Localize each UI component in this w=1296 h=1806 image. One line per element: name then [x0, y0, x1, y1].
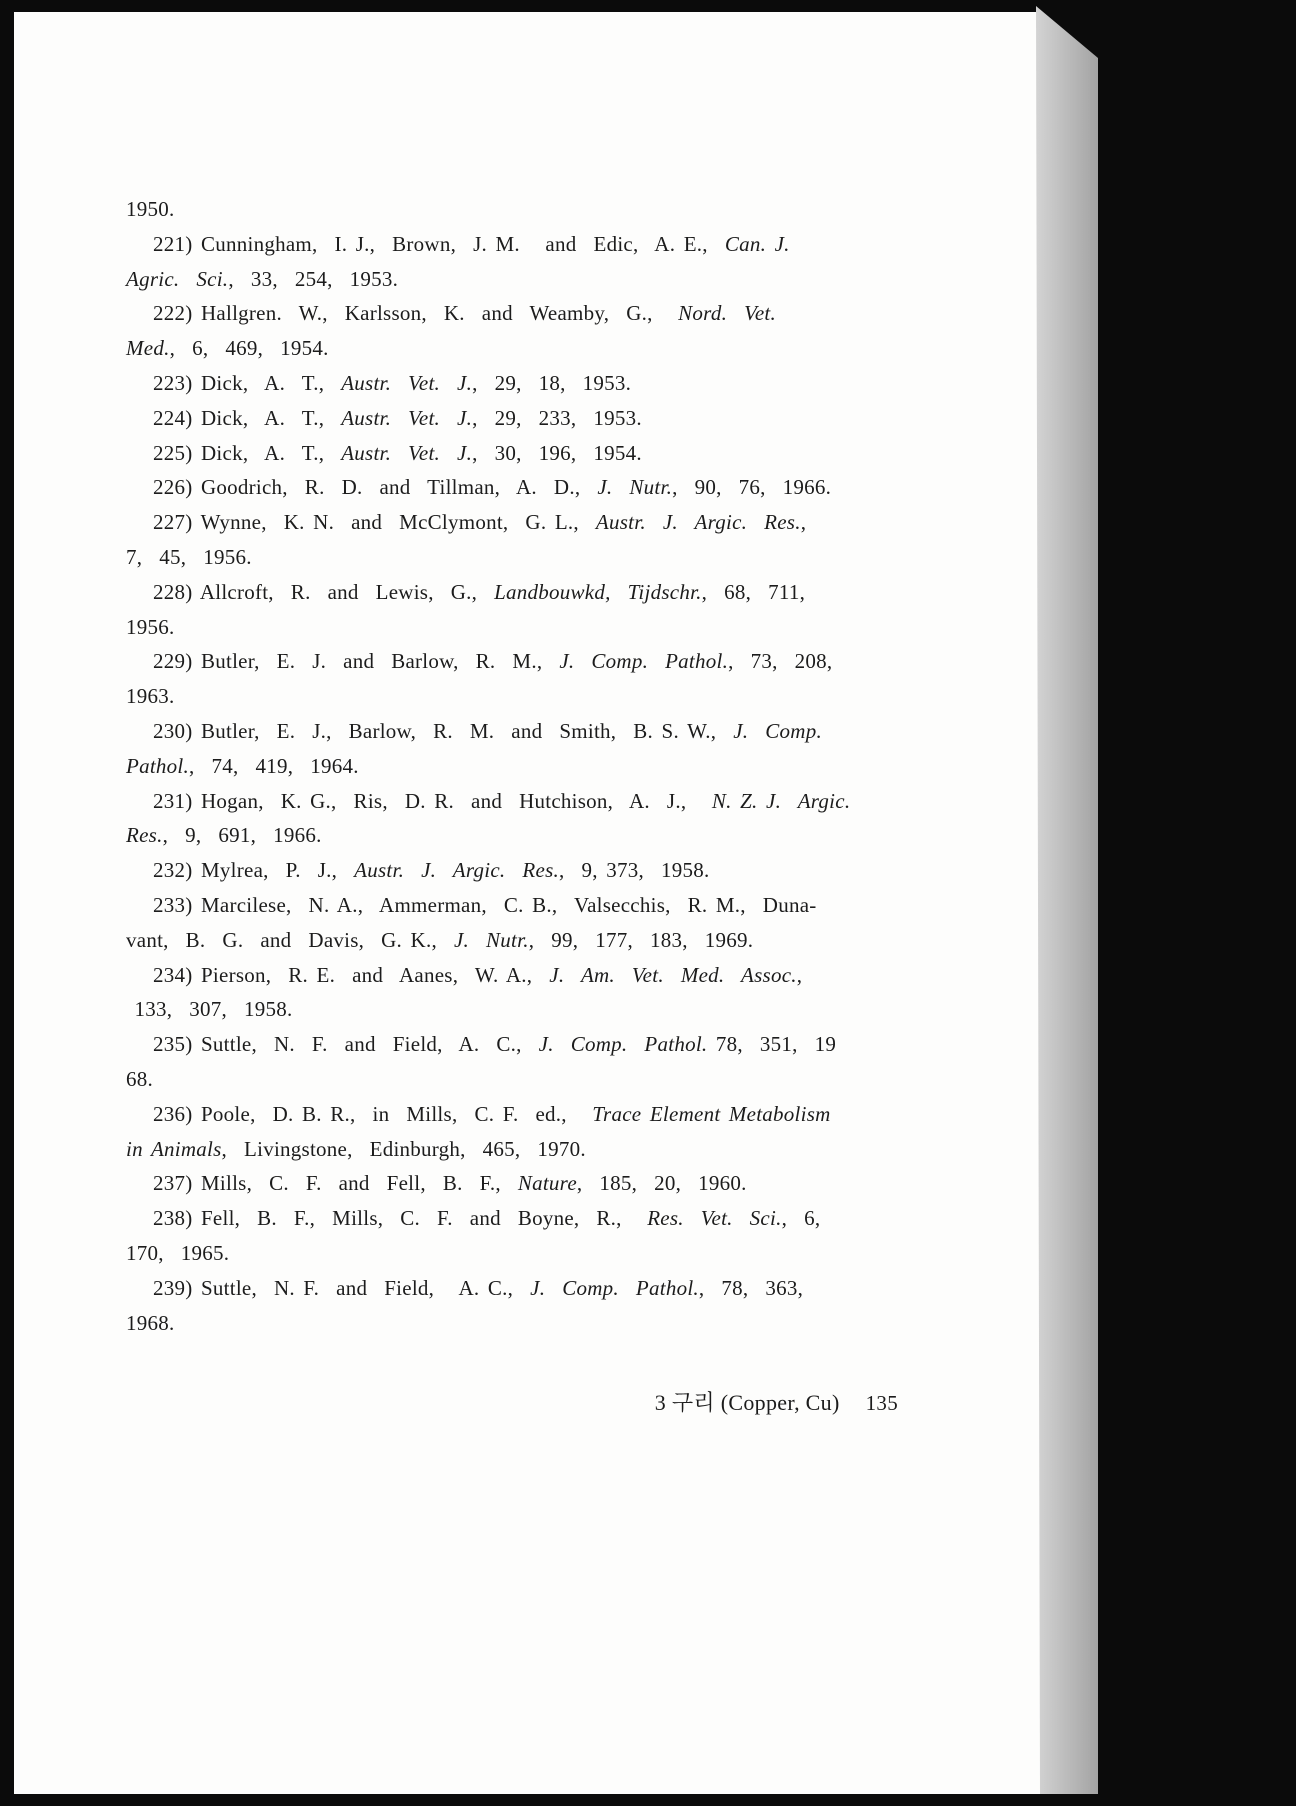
journal-title-text: Pathol.	[126, 753, 189, 778]
reference-text: 78, 351, 19	[707, 1032, 837, 1057]
reference-line	[126, 714, 906, 749]
reference-line	[126, 505, 906, 540]
reference-text: ,	[796, 962, 803, 987]
reference-line	[126, 1271, 906, 1306]
journal-title-text: Can. J.	[724, 231, 790, 256]
reference-text: 239) Suttle, N. F. and Field, A. C.,	[153, 1275, 531, 1300]
journal-title-text: Austr. J. Argic. Res.	[354, 858, 559, 883]
reference-text: , Livingstone, Edinburgh, 465, 1970.	[221, 1136, 586, 1161]
journal-title-text: Res. Vet. Sci.	[647, 1206, 782, 1231]
reference-line	[126, 575, 906, 610]
chapter-label: 3 구리 (Copper, Cu)	[654, 1390, 840, 1415]
journal-title-text: in Animals	[126, 1136, 222, 1161]
reference-text: , 6, 469, 1954.	[169, 336, 329, 361]
reference-text: 229) Butler, E. J. and Barlow, R. M.,	[153, 649, 560, 674]
reference-text: , 90, 76, 1966.	[672, 475, 832, 500]
reference-line	[126, 470, 906, 505]
reference-line	[126, 853, 906, 888]
page-number: 135	[865, 1391, 898, 1415]
reference-line	[126, 888, 906, 923]
journal-title-text: J. Nutr.	[597, 475, 673, 500]
reference-text: 230) Butler, E. J., Barlow, R. M. and Smith, B. S. W.,	[153, 718, 734, 743]
journal-title-text: Med.	[126, 336, 170, 361]
reference-text: 133, 307, 1958.	[126, 997, 293, 1022]
reference-text: vant, B. G. and Davis, G. K.,	[126, 927, 454, 952]
journal-title-text: Res.	[126, 823, 163, 848]
book-page-edge	[1030, 0, 1110, 1806]
reference-text: , 6,	[781, 1206, 821, 1231]
reference-line	[126, 262, 906, 297]
reference-line	[126, 296, 906, 331]
reference-line	[126, 818, 906, 853]
reference-line	[126, 192, 906, 227]
journal-title-text: Austr. Vet. J.	[341, 370, 473, 395]
reference-text: 233) Marcilese, N. A., Ammerman, C. B., Valsecchis, R. M., Duna-	[153, 892, 817, 917]
reference-line	[126, 784, 906, 819]
reference-text: 222) Hallgren. W., Karlsson, K. and Weamby, G.,	[153, 301, 679, 326]
reference-line	[126, 992, 906, 1027]
reference-text: 170, 1965.	[126, 1240, 230, 1265]
reference-text: 227) Wynne, K. N. and McClymont, G. L.,	[153, 510, 596, 535]
reference-line	[126, 331, 906, 366]
reference-line	[126, 644, 906, 679]
reference-text: 231) Hogan, K. G., Ris, D. R. and Hutchison, A. J.,	[153, 788, 712, 813]
journal-title-text: Nord. Vet.	[678, 301, 776, 326]
reference-line	[126, 610, 906, 645]
reference-text: , 9, 691, 1966.	[162, 823, 322, 848]
reference-line	[126, 749, 906, 784]
reference-text: , 9, 373, 1958.	[559, 858, 710, 883]
reference-text: , 185, 20, 1960.	[576, 1171, 747, 1196]
journal-title-text: Austr. J. Argic. Res.	[595, 510, 801, 535]
journal-title-text: Austr. Vet. J.	[341, 440, 473, 465]
reference-text: 221) Cunningham, I. J., Brown, J. M. and Edic, A. E.,	[153, 231, 725, 256]
reference-line	[126, 366, 906, 401]
reference-text: 1963.	[126, 684, 175, 709]
reference-text: , 29, 233, 1953.	[472, 405, 642, 430]
reference-line	[126, 679, 906, 714]
reference-text: 1968.	[126, 1310, 175, 1335]
journal-title-text: Trace Element Metabolism	[592, 1101, 831, 1126]
page-footer	[126, 1360, 898, 1443]
reference-text: 237) Mills, C. F. and Fell, B. F.,	[153, 1171, 518, 1196]
journal-title-text: Landbouwkd, Tijdschr.	[494, 579, 702, 604]
reference-text: 68.	[126, 1066, 153, 1091]
reference-line	[126, 958, 906, 993]
reference-text: , 29, 18, 1953.	[472, 370, 632, 395]
reference-line	[126, 1306, 906, 1341]
reference-text: 232) Mylrea, P. J.,	[153, 858, 355, 883]
reference-text: 226) Goodrich, R. D. and Tillman, A. D.,	[153, 475, 598, 500]
reference-text: , 30, 196, 1954.	[472, 440, 642, 465]
journal-title-text: N. Z. J. Argic.	[711, 788, 851, 813]
reference-line	[126, 1201, 906, 1236]
reference-line	[126, 923, 906, 958]
reference-line	[126, 540, 906, 575]
reference-text: , 33, 254, 1953.	[228, 266, 399, 291]
reference-line	[126, 1236, 906, 1271]
reference-text: , 99, 177, 183, 1969.	[528, 927, 754, 952]
reference-text: , 68, 711,	[701, 579, 806, 604]
reference-text: 224) Dick, A. T.,	[153, 405, 342, 430]
reference-line	[126, 401, 906, 436]
reference-list	[126, 192, 906, 1340]
reference-line	[126, 1027, 906, 1062]
reference-text: 236) Poole, D. B. R., in Mills, C. F. ed.,	[153, 1101, 593, 1126]
reference-text: 238) Fell, B. F., Mills, C. F. and Boyne, R.,	[153, 1206, 648, 1231]
reference-text: 225) Dick, A. T.,	[153, 440, 342, 465]
reference-text: ,	[800, 510, 807, 535]
reference-line	[126, 227, 906, 262]
reference-line	[126, 1097, 906, 1132]
reference-text: 7, 45, 1956.	[126, 544, 252, 569]
reference-text: , 74, 419, 1964.	[189, 753, 359, 778]
journal-title-text: J. Am. Vet. Med. Assoc.	[549, 962, 797, 987]
reference-line	[126, 1132, 906, 1167]
reference-text: 235) Suttle, N. F. and Field, A. C.,	[153, 1032, 539, 1057]
journal-title-text: J. Comp.	[733, 718, 822, 743]
reference-text: 228) Allcroft, R. and Lewis, G.,	[153, 579, 495, 604]
reference-text: , 78, 363,	[698, 1275, 804, 1300]
reference-line	[126, 436, 906, 471]
reference-line	[126, 1062, 906, 1097]
reference-text: 1950.	[126, 197, 175, 221]
reference-text: 234) Pierson, R. E. and Aanes, W. A.,	[153, 962, 550, 987]
journal-title-text: Austr. Vet. J.	[341, 405, 473, 430]
reference-text: , 73, 208,	[728, 649, 833, 674]
reference-line	[126, 1166, 906, 1201]
journal-title-text: Agric. Sci.	[126, 266, 229, 291]
journal-title-text: J. Comp. Pathol.	[538, 1032, 708, 1057]
journal-title-text: J. Comp. Pathol.	[559, 649, 729, 674]
journal-title-text: J. Comp. Pathol.	[530, 1275, 699, 1300]
reference-text: 1956.	[126, 614, 175, 639]
reference-text: 223) Dick, A. T.,	[153, 370, 342, 395]
journal-title-text: J. Nutr.	[453, 927, 529, 952]
journal-title-text: Nature	[517, 1171, 577, 1196]
